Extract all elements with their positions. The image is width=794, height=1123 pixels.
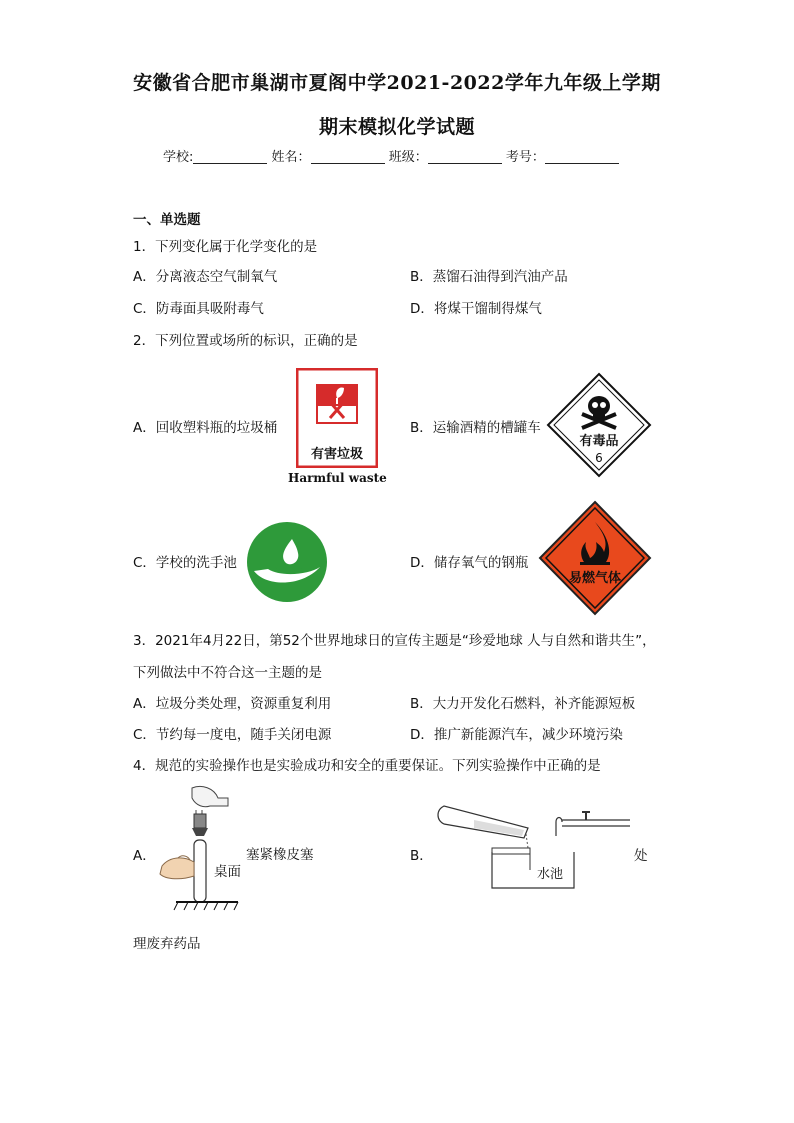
school-label: 学校: (163, 150, 194, 165)
q4-option-b[interactable]: B． (410, 848, 433, 864)
test-tube-diagram-icon (156, 784, 248, 914)
q2-option-c[interactable]: C．学校的洗手池 (133, 555, 237, 571)
q3-option-a[interactable]: A．垃圾分类处理，资源重复利用 (133, 696, 332, 712)
q3-stem-line1: 3．2021年4月22日，第52个世界地球日的宣传主题是“珍爱地球 人与自然和谐共生”， (133, 633, 656, 649)
water-drop-icon (246, 521, 328, 603)
class-blank[interactable] (428, 149, 502, 164)
number-label: 考号： (505, 150, 545, 165)
harmful-waste-sign-text: 有害垃圾 (310, 447, 364, 462)
harmful-waste-sign (296, 368, 378, 468)
q2-option-d[interactable]: D．储存氧气的钢瓶 (410, 555, 529, 571)
q1-stem: 1．下列变化属于化学变化的是 (133, 239, 318, 255)
name-label: 姓名： (271, 150, 311, 165)
flammable-gas-sign-text: 易燃气体 (568, 571, 622, 586)
q3-option-b[interactable]: B．大力开发化石燃料，补齐能源短板 (410, 696, 636, 712)
q1-option-c[interactable]: C．防毒面具吸附毒气 (133, 301, 264, 317)
q1-option-d[interactable]: D．将煤干馏制得煤气 (410, 301, 542, 317)
stopper-test-tube-figure (156, 784, 248, 914)
q2-option-b[interactable]: B．运输酒精的槽罐车 (410, 420, 541, 436)
flame-icon (538, 500, 652, 616)
q3-option-c[interactable]: C．节约每一度电，随手关闭电源 (133, 727, 332, 743)
class-label: 班级： (388, 150, 428, 165)
q4-option-a[interactable]: A． (133, 848, 156, 864)
q1-option-a[interactable]: A．分离液态空气制氧气 (133, 269, 278, 285)
section-title: 一、单选题 (133, 212, 201, 228)
student-info-line (163, 146, 619, 165)
toxic-sign-text: 有毒品 (579, 434, 619, 449)
q4-b-tail-continued: 理废弃药品 (133, 936, 201, 952)
q4-b-tail: 处 (634, 848, 648, 864)
sink-label: 水池 (536, 867, 564, 882)
harmful-waste-icon (296, 368, 378, 468)
q3-stem-line2: 下列做法中不符合这一主题的是 (133, 665, 322, 681)
toxic-sign-number: 6 (595, 451, 603, 465)
school-blank[interactable] (193, 149, 267, 164)
skull-crossbones-icon (546, 372, 652, 478)
q2-option-a[interactable]: A．回收塑料瓶的垃圾桶 (133, 420, 278, 436)
toxic-sign (546, 372, 652, 478)
harmful-waste-caption: Harmful waste (288, 471, 387, 485)
q4-a-label-stopper: 塞紧橡皮塞 (246, 847, 314, 863)
page-title-line2: 期末模拟化学试题 (318, 116, 475, 138)
name-blank[interactable] (311, 149, 385, 164)
waste-disposal-figure (434, 800, 634, 892)
q4-a-label-table: 桌面 (214, 864, 241, 880)
q3-option-d[interactable]: D．推广新能源汽车，减少环境污染 (410, 727, 623, 743)
q2-stem: 2．下列位置或场所的标识，正确的是 (133, 333, 358, 349)
q1-option-b[interactable]: B．蒸馏石油得到汽油产品 (410, 269, 568, 285)
water-saving-logo (246, 521, 328, 603)
flammable-gas-sign (538, 500, 652, 616)
number-blank[interactable] (545, 149, 619, 164)
page-title-line1: 安徽省合肥市巢湖市夏阁中学2021-2022学年九年级上学期 (133, 72, 661, 94)
sink-pouring-diagram-icon (434, 800, 634, 892)
q4-stem: 4．规范的实验操作也是实验成功和安全的重要保证。下列实验操作中正确的是 (133, 758, 601, 774)
